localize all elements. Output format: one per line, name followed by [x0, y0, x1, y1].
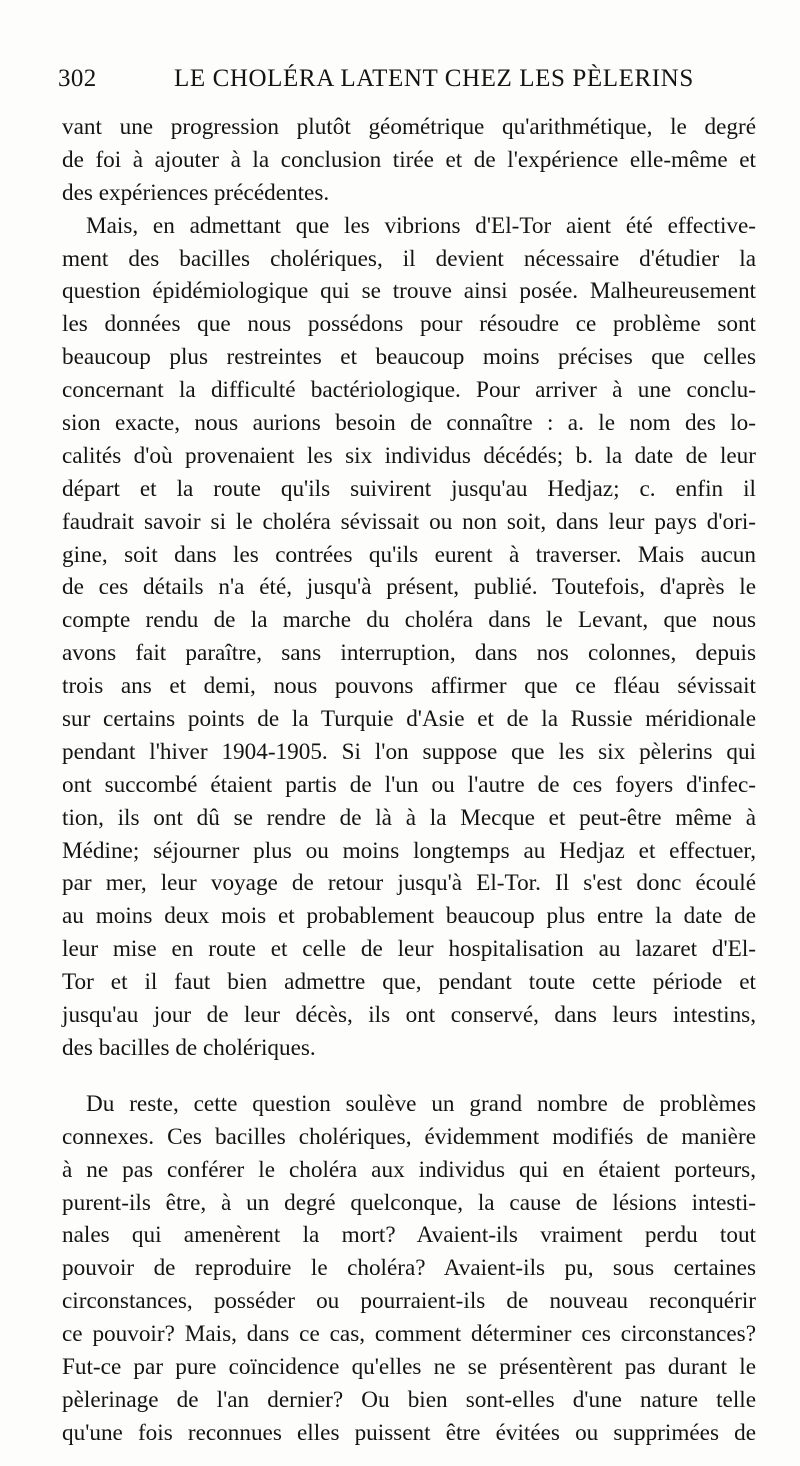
- text-line: Médine; séjourner plus ou moins longtemps au Hedjaz et effectuer,: [62, 837, 756, 864]
- text-line: trois ans et demi, nous pouvons affirmer que ce fléau sévissait: [62, 673, 756, 700]
- text-line: Fut-ce par pure coïncidence qu'elles ne se présentèrent pas durant le: [62, 1353, 756, 1380]
- text-line: nales qui amenèrent la mort? Avaient-ils vraiment perdu tout: [62, 1222, 756, 1249]
- text-line: faudrait savoir si le choléra sévissait ou non soit, dans leur pays d'ori-: [62, 508, 756, 535]
- text-line: des expériences précédentes.: [62, 179, 330, 206]
- text-line: des bacilles de cholériques.: [62, 1034, 316, 1061]
- text-line: les données que nous possédons pour résoudre ce problème sont: [62, 311, 756, 338]
- text-line: gine, soit dans les contrées qu'ils eurent à traverser. Mais aucun: [62, 541, 756, 568]
- text-line: tion, ils ont dû se rendre de là à la Mecque et peut-être même à: [62, 804, 756, 831]
- text-line: sion exacte, nous aurions besoin de connaître : a. le nom des lo-: [62, 410, 756, 437]
- text-line: Mais, en admettant que les vibrions d'El-Tor aient été effective-: [86, 212, 756, 239]
- text-line: ce pouvoir? Mais, dans ce cas, comment déterminer ces circonstances?: [62, 1321, 756, 1348]
- text-line: Tor et il faut bien admettre que, pendant toute cette période et: [62, 969, 756, 996]
- text-line: pèlerinage de l'an dernier? Ou bien sont-elles d'une nature telle: [62, 1386, 756, 1413]
- text-line: avons fait paraître, sans interruption, dans nos colonnes, depuis: [62, 640, 756, 667]
- text-line: question épidémiologique qui se trouve ainsi posée. Malheureusement: [62, 278, 756, 305]
- paragraph-2: [62, 210, 756, 1065]
- text-line: connexes. Ces bacilles cholériques, évidemment modifiés de manière: [62, 1123, 756, 1150]
- text-line: ont succombé étaient partis de l'un ou l'autre de ces foyers d'infec-: [62, 771, 756, 798]
- text-line: concernant la difficulté bactériologique. Pour arriver à une conclu-: [62, 377, 756, 404]
- text-line: ment des bacilles cholériques, il devient nécessaire d'étudier la: [62, 245, 756, 272]
- text-line: de foi à ajouter à la conclusion tirée et de l'expérience elle-même et: [62, 146, 756, 173]
- text-line: beaucoup plus restreintes et beaucoup moins précises que celles: [62, 344, 756, 371]
- body-text: [62, 111, 756, 1450]
- text-line: circonstances, posséder ou pourraient-ils de nouveau reconquérir: [62, 1288, 756, 1315]
- page-header: [58, 62, 748, 96]
- text-line: vant une progression plutôt géométrique qu'arithmétique, le degré: [62, 114, 756, 140]
- text-line: jusqu'au jour de leur décès, ils ont conservé, dans leurs intestins,: [62, 1002, 756, 1029]
- text-line: leur mise en route et celle de leur hospitalisation au lazaret d'El-: [62, 936, 756, 963]
- text-line: sur certains points de la Turquie d'Asie et de la Russie méridionale: [62, 706, 756, 733]
- text-line: purent-ils être, à un degré quelconque, la cause de lésions intesti-: [62, 1189, 756, 1216]
- text-line: compte rendu de la marche du choléra dans le Levant, que nous: [62, 607, 756, 634]
- text-line: pouvoir de reproduire le choléra? Avaient-ils pu, sous certaines: [62, 1255, 756, 1282]
- paragraph-spacer: [62, 1065, 756, 1088]
- text-line: à ne pas conférer le choléra aux individus qui en étaient porteurs,: [62, 1156, 756, 1183]
- running-title: LE CHOLÉRA LATENT CHEZ LES PÈLERINS: [174, 65, 694, 92]
- text-line: départ et la route qu'ils suivirent jusqu'au Hedjaz; c. enfin il: [62, 475, 756, 502]
- text-line: par mer, leur voyage de retour jusqu'à El-Tor. Il s'est donc écoulé: [62, 870, 756, 897]
- page-number: 302: [58, 65, 97, 92]
- paragraph-1: [62, 111, 756, 210]
- text-line: Du reste, cette question soulève un grand nombre de problèmes: [86, 1090, 756, 1117]
- paragraph-3: [62, 1088, 756, 1450]
- text-line: qu'une fois reconnues elles puissent être évitées ou supprimées de: [62, 1419, 756, 1446]
- text-line: pendant l'hiver 1904-1905. Si l'on suppose que les six pèlerins qui: [62, 738, 756, 765]
- text-line: de ces détails n'a été, jusqu'à présent, publié. Toutefois, d'après le: [62, 574, 756, 601]
- text-line: au moins deux mois et probablement beaucoup plus entre la date de: [62, 903, 756, 930]
- text-line: calités d'où provenaient les six individus décédés; b. la date de leur: [62, 442, 756, 469]
